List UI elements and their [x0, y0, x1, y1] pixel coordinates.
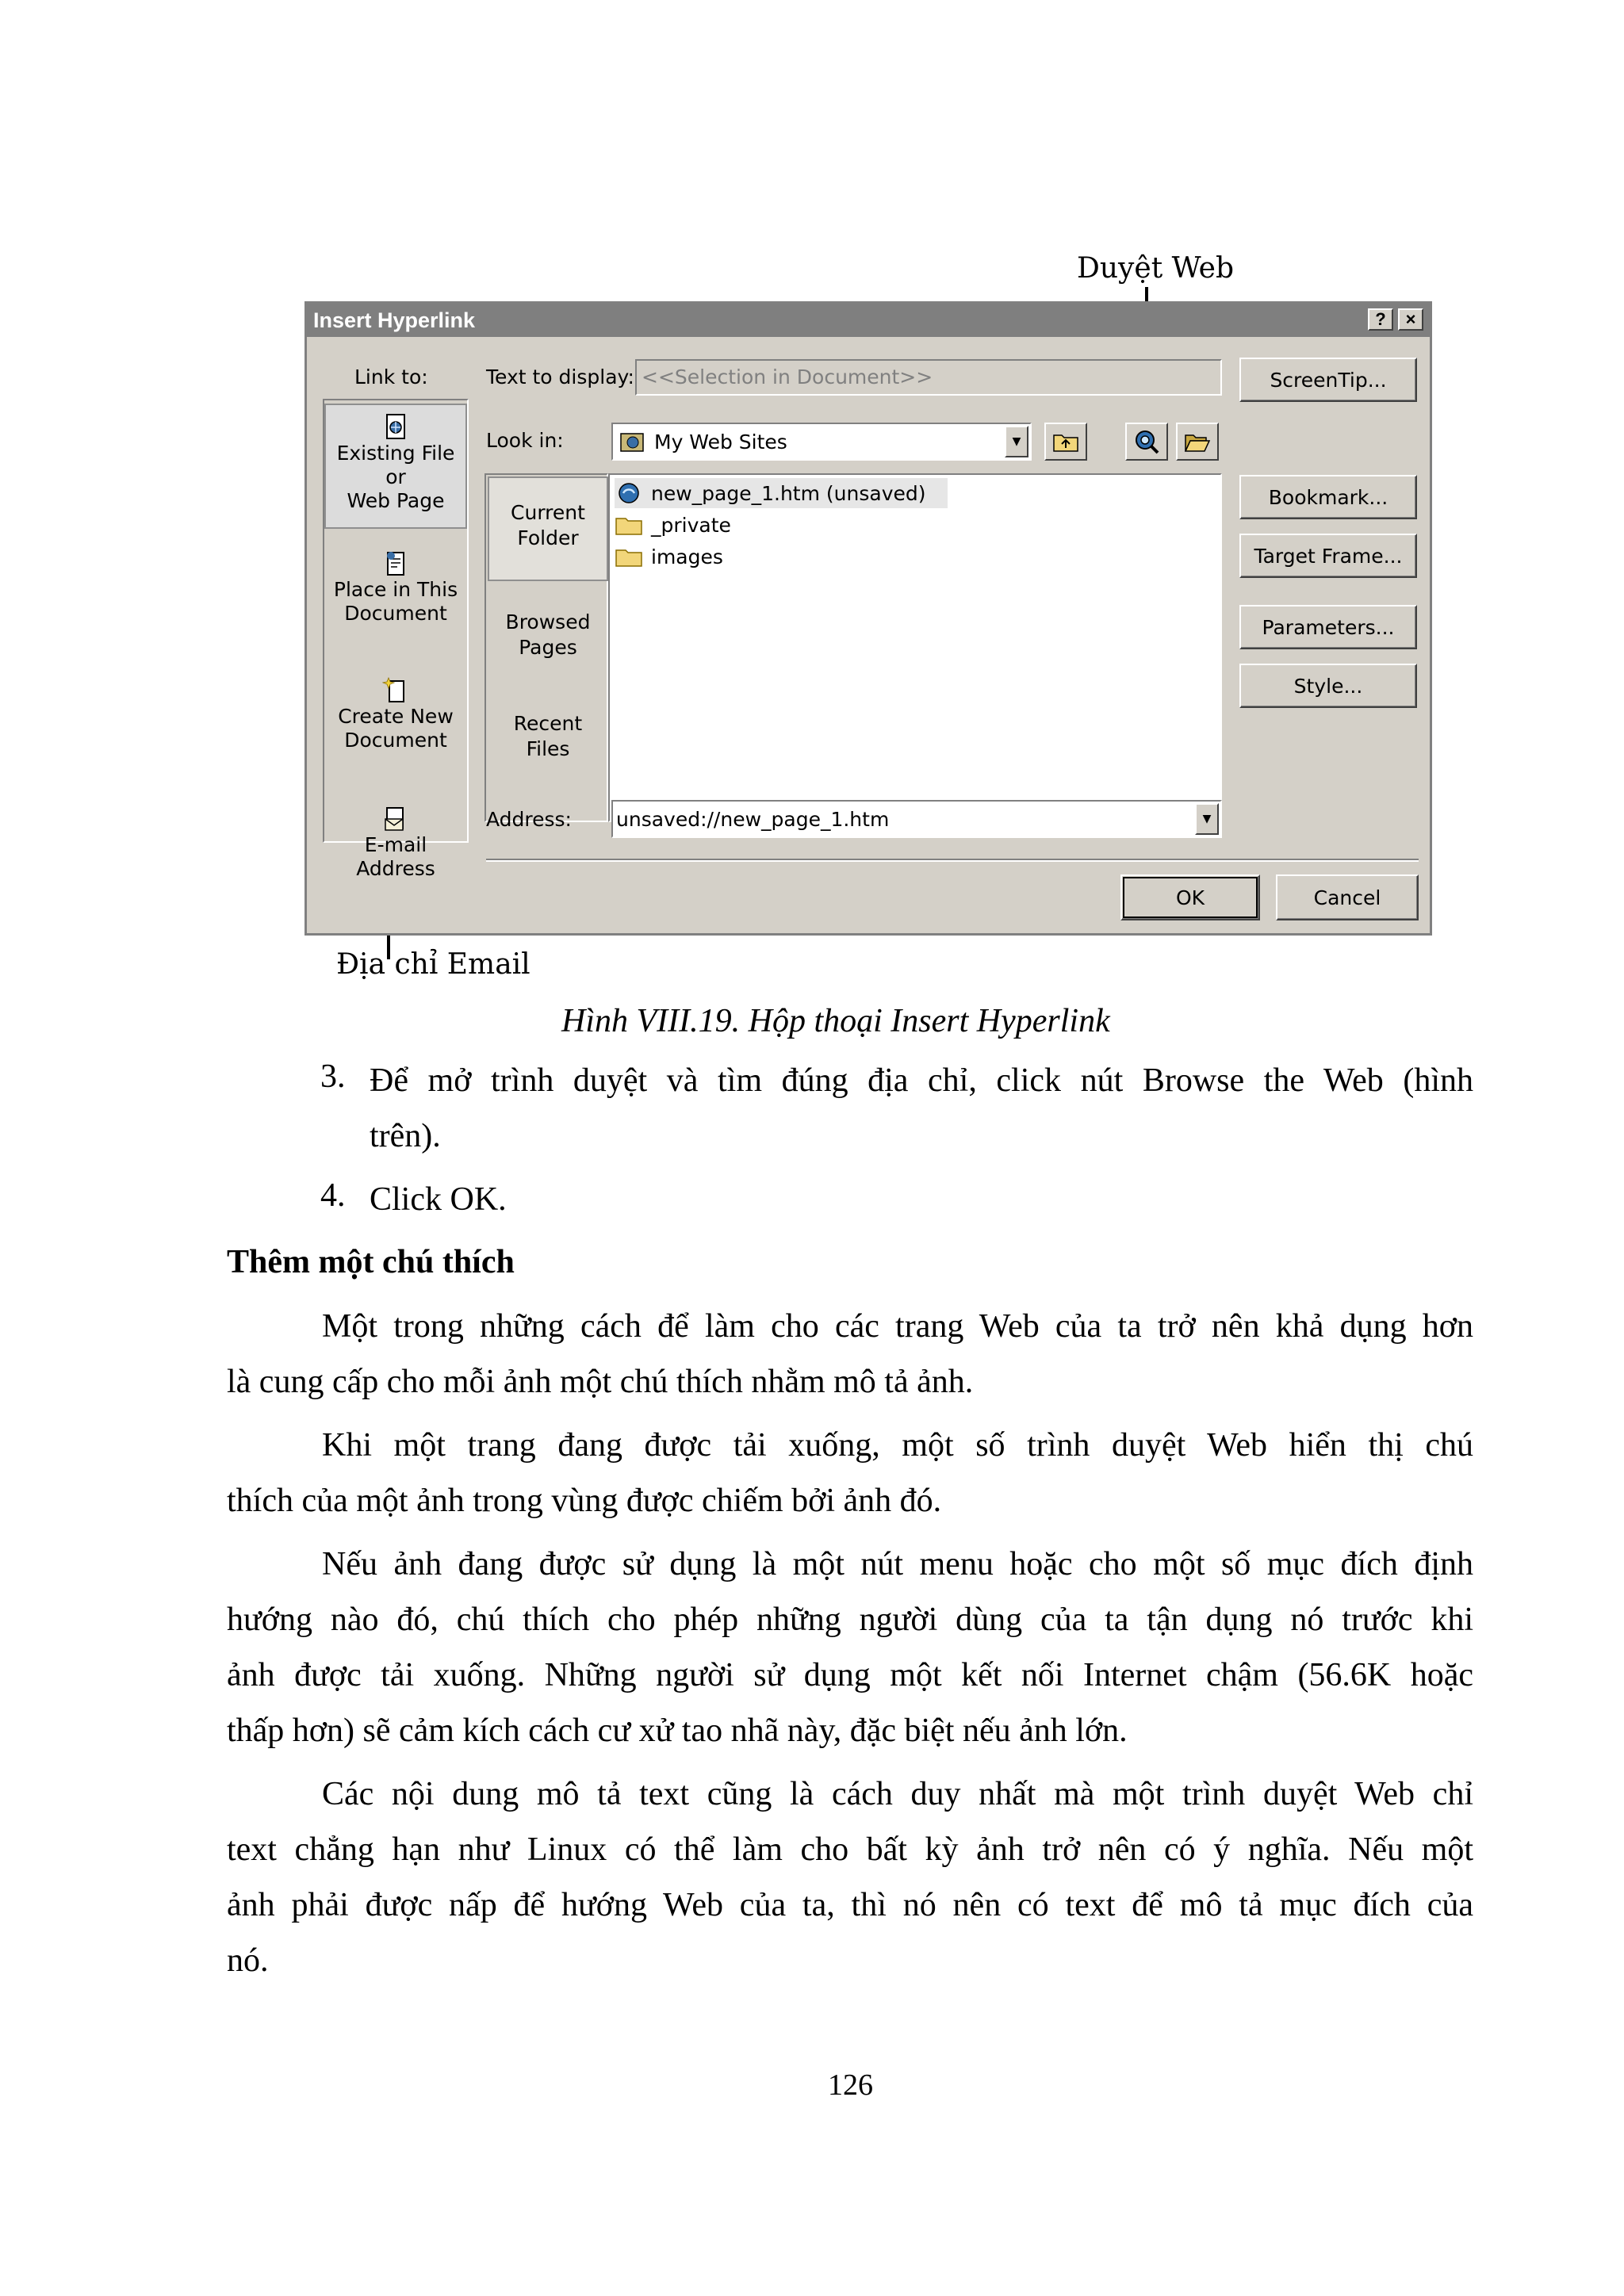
document-place-icon	[382, 549, 409, 578]
place-current-line2: Folder	[517, 526, 579, 549]
up-folder-icon	[1052, 430, 1079, 453]
figure-caption: Hình VIII.19. Hộp thoại Insert Hyperlink	[561, 1003, 1110, 1039]
place-current-line1: Current	[511, 501, 585, 524]
link-email-line1: E-mail Address	[356, 833, 435, 880]
link-create-new-document[interactable]	[324, 676, 467, 779]
browse-file-button[interactable]	[1176, 423, 1219, 461]
place-browsed-pages[interactable]	[488, 602, 608, 689]
folder-icon	[615, 545, 643, 568]
link-existing-line2: Web Page	[347, 489, 445, 512]
paragraph-4	[227, 1766, 1473, 1988]
file-row[interactable]	[615, 478, 948, 508]
address-label: Address:	[486, 808, 572, 831]
place-browsed-line2: Pages	[519, 636, 577, 659]
file-row[interactable]	[615, 510, 731, 540]
text-to-display-label: Text to display:	[486, 365, 634, 388]
file-row[interactable]	[615, 541, 723, 572]
list-item-3-line1: Để mở trình duyệt và tìm đúng địa chỉ, click nút Browse the Web (hình	[370, 1062, 1473, 1099]
paragraph-line: thích của một ảnh trong vùng được chiếm bởi ảnh đó.	[227, 1483, 942, 1519]
list-item-3-line2: trên).	[370, 1118, 441, 1154]
browse-web-button[interactable]	[1125, 423, 1168, 461]
paragraph-line: Các nội dung mô tả text cũng là cách duy nhất mà một trình duyệt Web chỉ	[322, 1776, 1473, 1812]
place-recent-files[interactable]	[488, 703, 608, 790]
paragraph-line: text chẳng hạn như Linux có thể làm cho bất kỳ ảnh trở nên có ý nghĩa. Nếu một	[227, 1831, 1473, 1868]
link-existing-line1: Existing File or	[336, 442, 455, 488]
text-to-display-value: <<Selection in Document>>	[642, 365, 933, 388]
paragraph-1	[227, 1299, 1473, 1410]
text-to-display-field[interactable]	[635, 359, 1222, 396]
callout-email-address: Địa chỉ Email	[336, 948, 530, 981]
close-button[interactable]: ×	[1398, 308, 1423, 331]
web-folder-icon	[619, 430, 646, 453]
bookmark-button[interactable]: Bookmark...	[1239, 475, 1417, 519]
web-page-icon	[382, 413, 409, 442]
file-list	[610, 475, 1220, 821]
paragraph-line: ảnh phải được nấp để hướng Web của ta, thì nó nên có text để mô tả mục đích của	[227, 1887, 1473, 1923]
file-name: new_page_1.htm (unsaved)	[651, 481, 926, 505]
ok-button[interactable]: OK	[1120, 874, 1260, 920]
link-email-address[interactable]	[324, 805, 467, 880]
link-existing-file[interactable]	[324, 404, 467, 529]
html-page-icon	[615, 482, 643, 504]
up-one-folder-button[interactable]	[1044, 423, 1087, 461]
look-in-value: My Web Sites	[654, 430, 787, 453]
dialog-titlebar	[307, 304, 1430, 337]
paragraph-line: hướng nào đó, chú thích cho phép những người dùng của ta tận dụng nó trước khi	[227, 1601, 1473, 1638]
paragraph-2	[227, 1418, 1473, 1529]
paragraph-line: là cung cấp cho mỗi ảnh một chú thích nhằm mô tả ảnh.	[227, 1364, 974, 1400]
paragraph-line: Khi một trang đang được tải xuống, một số trình duyệt Web hiển thị chú	[322, 1427, 1473, 1464]
place-recent-line2: Files	[526, 737, 570, 760]
place-browsed-line1: Browsed	[505, 610, 591, 633]
look-in-dropdown-arrow[interactable]: ▼	[1005, 426, 1028, 457]
link-place-line1: Place in This	[333, 578, 458, 601]
paragraph-line: Nếu ảnh đang được sử dụng là một nút menu hoặc cho một số mục đích định	[322, 1546, 1473, 1582]
insert-hyperlink-dialog	[304, 301, 1432, 936]
paragraph-line: Một trong những cách để làm cho các trang Web của ta trở nên khả dụng hơn	[322, 1308, 1473, 1345]
help-button[interactable]: ?	[1368, 308, 1393, 331]
dialog-title: Insert Hyperlink	[313, 308, 476, 332]
page-number: 126	[828, 2068, 873, 2102]
section-heading: Thêm một chú thích	[227, 1244, 515, 1280]
address-dropdown-arrow[interactable]: ▼	[1195, 803, 1219, 835]
link-create-line1: Create New	[338, 705, 454, 728]
parameters-button[interactable]: Parameters...	[1239, 605, 1417, 649]
target-frame-button[interactable]: Target Frame...	[1239, 534, 1417, 578]
paragraph-line: thấp hơn) sẽ cảm kích cách cư xử tao nhã này, đặc biệt nếu ảnh lớn.	[227, 1712, 1128, 1749]
place-current-folder[interactable]	[488, 476, 608, 581]
folder-icon	[615, 514, 643, 536]
dialog-separator	[486, 859, 1419, 862]
look-in-label: Look in:	[486, 429, 564, 452]
list-item-3-number: 3.	[320, 1058, 346, 1095]
new-document-icon	[382, 676, 409, 705]
link-place-in-document[interactable]	[324, 549, 467, 652]
file-name: images	[651, 545, 723, 568]
cancel-button[interactable]: Cancel	[1276, 874, 1419, 920]
link-to-label: Link to:	[354, 365, 428, 388]
list-item-4-number: 4.	[320, 1177, 346, 1214]
browse-web-icon	[1133, 428, 1160, 455]
address-combo[interactable]	[611, 800, 1222, 838]
link-create-line2: Document	[344, 729, 447, 752]
paragraph-3	[227, 1536, 1473, 1758]
open-folder-icon	[1184, 430, 1211, 453]
file-name: _private	[651, 513, 731, 537]
look-in-combo[interactable]	[611, 423, 1032, 461]
address-value: unsaved://new_page_1.htm	[616, 808, 890, 831]
callout-browse-web: Duyệt Web	[1077, 252, 1235, 285]
screentip-button[interactable]: ScreenTip...	[1239, 358, 1417, 402]
paragraph-line: ảnh được tải xuống. Những người sử dụng một kết nối Internet chậm (56.6K hoặc	[227, 1657, 1473, 1693]
place-recent-line1: Recent	[513, 712, 583, 735]
email-icon	[382, 805, 409, 833]
paragraph-line: nó.	[227, 1942, 269, 1979]
link-place-line2: Document	[344, 602, 447, 625]
list-item-4-line1: Click OK.	[370, 1181, 507, 1218]
style-button[interactable]: Style...	[1239, 664, 1417, 708]
